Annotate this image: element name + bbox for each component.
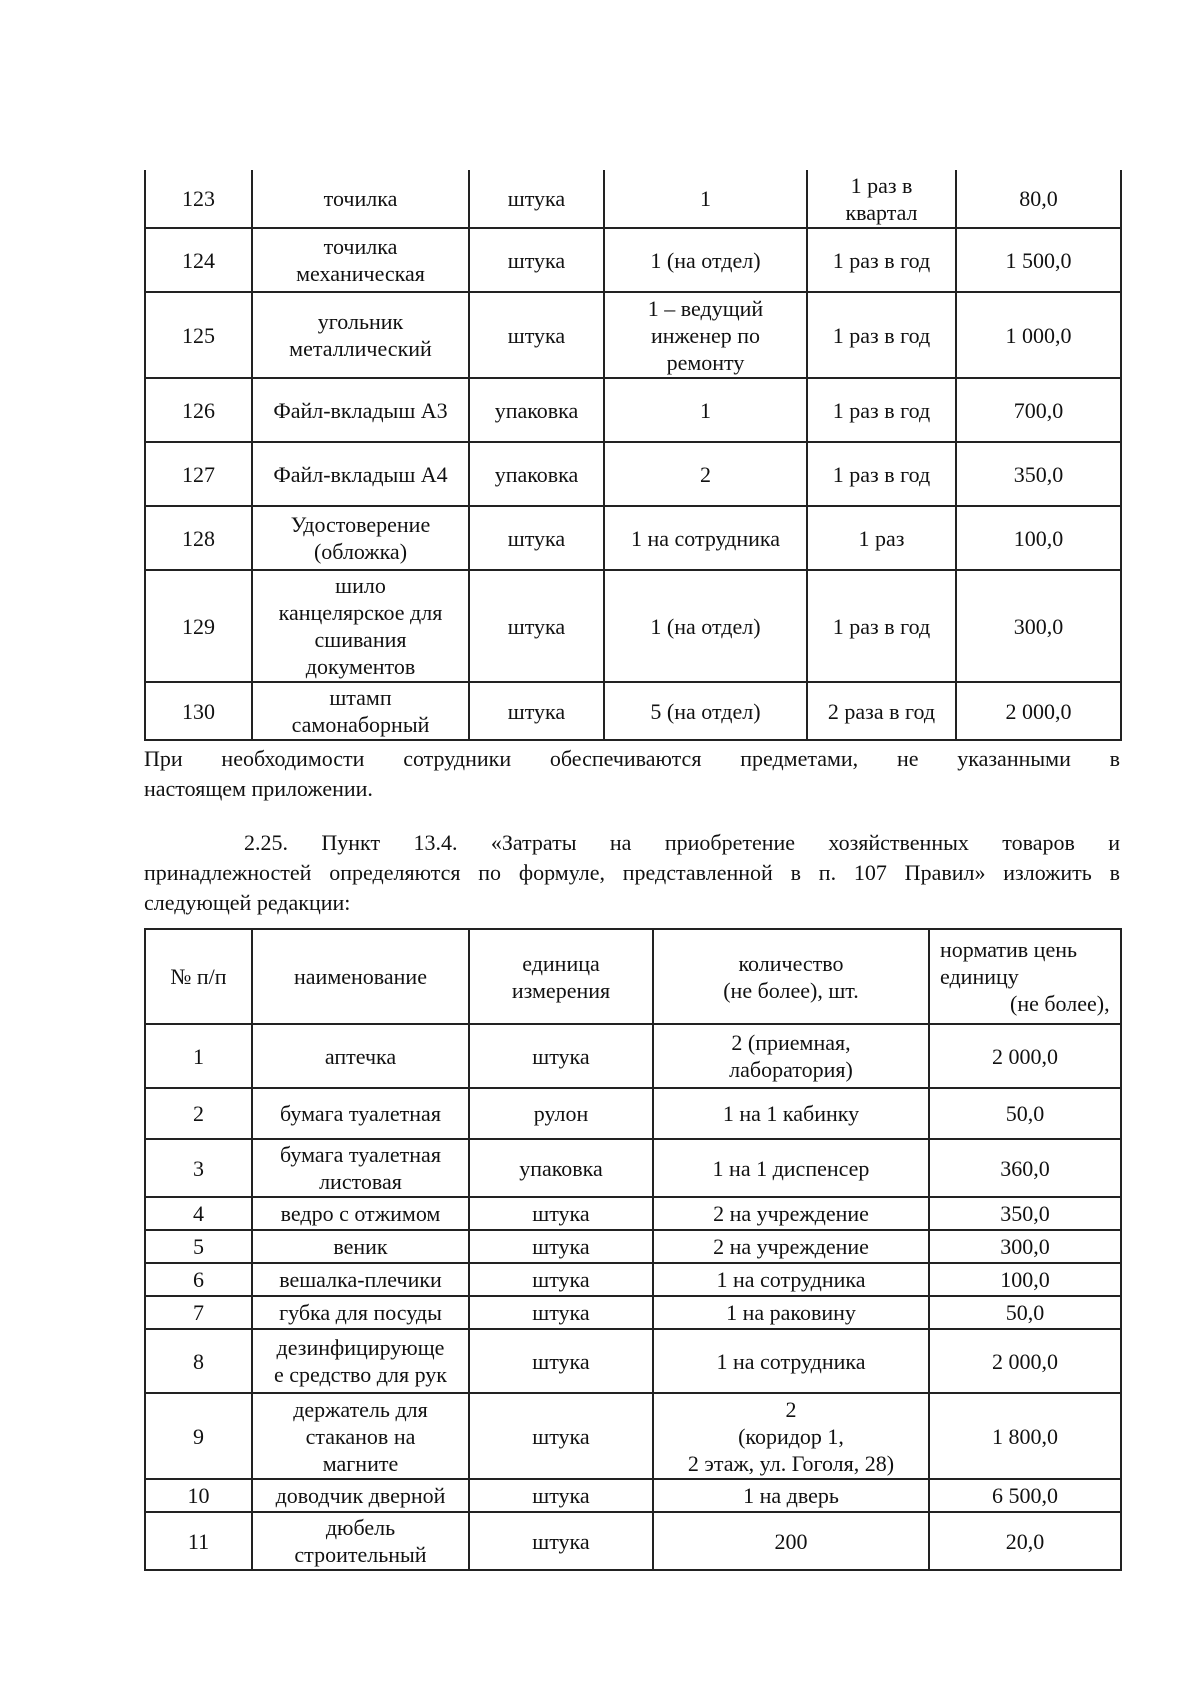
- cell-qty: [653, 1512, 929, 1570]
- cell-name: [252, 570, 469, 682]
- cell-price-line: 50,0: [1005, 1300, 1045, 1325]
- table-row: [145, 1296, 1121, 1329]
- cell-price-line: 1 000,0: [1005, 322, 1072, 348]
- section-line: принадлежностей определяются по формуле, представленной в п. 107 Правил» изложить в: [144, 860, 1120, 885]
- cell-price: [929, 1197, 1121, 1230]
- cell-name: [252, 1263, 469, 1296]
- cell-num: 126: [145, 378, 252, 442]
- header-price: [929, 929, 1121, 1024]
- cell-qty: [604, 682, 807, 740]
- cell-name-line: (обложка): [313, 539, 408, 564]
- cell-name-line: документов: [305, 654, 416, 679]
- cell-frequency: [807, 228, 956, 292]
- cell-name-line: аптечка: [324, 1043, 397, 1069]
- cell-price-line: 6 500,0: [992, 1483, 1058, 1508]
- table-row: [145, 442, 1121, 506]
- cell-qty-line: 2 на учреждение: [713, 1201, 869, 1226]
- cell-num: 130: [145, 682, 252, 740]
- cell-qty: [604, 506, 807, 570]
- cell-qty-line: (коридор 1,: [738, 1423, 844, 1449]
- table-row: [145, 170, 1121, 228]
- cell-frequency: [807, 292, 956, 378]
- cell-name-line: доводчик дверной: [275, 1483, 446, 1508]
- cell-price: [956, 570, 1121, 682]
- cell-name-line: стаканов на: [305, 1423, 416, 1449]
- household-goods-table: [144, 928, 1122, 1571]
- section-line: следующей редакции:: [144, 890, 351, 915]
- header-unit-line: измерения: [511, 977, 611, 1003]
- cell-qty-line: 200: [774, 1528, 808, 1554]
- cell-price: [929, 1088, 1121, 1139]
- cell-price-line: 100,0: [1000, 1267, 1050, 1292]
- cell-num: 10: [145, 1479, 252, 1512]
- cell-price-line: 20,0: [1005, 1528, 1045, 1554]
- cell-frequency-line: 1 раз: [858, 525, 905, 551]
- cell-name-line: угольник: [317, 309, 404, 334]
- section-line: 2.25. Пункт 13.4. «Затраты на приобретение хозяйственных товаров и: [244, 830, 1120, 855]
- cell-price: [929, 1329, 1121, 1393]
- cell-frequency: [807, 442, 956, 506]
- cell-price-line: 300,0: [1013, 613, 1064, 639]
- cell-frequency: [807, 378, 956, 442]
- cell-qty: [604, 570, 807, 682]
- cell-name-line: вешалка-плечики: [279, 1267, 442, 1292]
- cell-price: [956, 442, 1121, 506]
- cell-name-line: веник: [333, 1234, 388, 1259]
- table-row: [145, 570, 1121, 682]
- cell-num: 5: [145, 1230, 252, 1263]
- table-row: [145, 228, 1121, 292]
- cell-qty: [604, 442, 807, 506]
- cell-name-line: губка для посуды: [279, 1300, 442, 1325]
- cell-price-line: 80,0: [1019, 186, 1058, 211]
- cell-frequency-line: 1 раз в год: [832, 461, 931, 487]
- cell-unit: [469, 1230, 653, 1263]
- cell-unit: [469, 682, 604, 740]
- cell-qty-line: инженер по: [650, 322, 761, 348]
- cell-unit-line: штука: [532, 1423, 590, 1449]
- cell-name-line: держатель для: [293, 1396, 428, 1422]
- cell-name-line: строительный: [294, 1542, 427, 1567]
- cell-num: 6: [145, 1263, 252, 1296]
- cell-price: [929, 1263, 1121, 1296]
- cell-unit: [469, 1139, 653, 1197]
- cell-price: [929, 1139, 1121, 1197]
- cell-qty: [604, 170, 807, 228]
- cell-frequency-line: 1 раз в: [850, 172, 913, 198]
- cell-qty: [653, 1197, 929, 1230]
- header-name: наименование: [252, 929, 469, 1024]
- cell-name: [252, 442, 469, 506]
- cell-frequency-line: 1 раз в год: [832, 322, 931, 348]
- cell-unit-line: упаковка: [519, 1155, 603, 1181]
- cell-name-line: магните: [322, 1450, 399, 1476]
- table-row: [145, 1088, 1121, 1139]
- cell-num: 9: [145, 1393, 252, 1479]
- cell-unit-line: упаковка: [494, 397, 579, 423]
- cell-qty-line: 1 – ведущий: [647, 295, 764, 321]
- cell-name: [252, 228, 469, 292]
- table-row: [145, 1479, 1121, 1512]
- cell-price: [929, 1296, 1121, 1329]
- cell-name-line: механическая: [296, 261, 425, 286]
- cell-unit-line: штука: [532, 1483, 590, 1508]
- cell-price-line: 1 500,0: [1005, 247, 1072, 273]
- cell-unit: [469, 1197, 653, 1230]
- header-unit-line: единица: [522, 950, 600, 976]
- cell-name: [252, 506, 469, 570]
- cell-price-line: 1 800,0: [992, 1423, 1058, 1449]
- cell-price-line: 2 000,0: [992, 1348, 1058, 1374]
- cell-price-line: 100,0: [1013, 525, 1064, 551]
- cell-frequency: [807, 170, 956, 228]
- header-price-line: (не более),: [1010, 991, 1110, 1016]
- cell-price-line: 700,0: [1013, 397, 1064, 423]
- note-paragraph: [144, 744, 1120, 804]
- cell-unit: [469, 1479, 653, 1512]
- header-qty: [653, 929, 929, 1024]
- cell-price-line: 360,0: [1000, 1155, 1050, 1181]
- cell-qty-line: 5 (на отдел): [650, 698, 761, 724]
- cell-frequency-line: квартал: [845, 199, 918, 225]
- table-row: [145, 682, 1121, 740]
- cell-qty-line: 1 на 1 диспенсер: [712, 1155, 870, 1181]
- table-row: [145, 506, 1121, 570]
- cell-unit: [469, 170, 604, 228]
- cell-name-line: самонаборный: [291, 712, 430, 737]
- cell-name-line: бумага туалетная: [280, 1101, 441, 1126]
- cell-num: 128: [145, 506, 252, 570]
- cell-qty: [653, 1296, 929, 1329]
- cell-price-line: 2 000,0: [1005, 698, 1072, 724]
- table-row: [145, 1024, 1121, 1088]
- cell-price: [929, 1479, 1121, 1512]
- cell-name: [252, 1296, 469, 1329]
- cell-name-line: точилка: [323, 186, 398, 211]
- cell-unit-line: штука: [532, 1300, 590, 1325]
- table-row: [145, 1230, 1121, 1263]
- cell-name: [252, 1024, 469, 1088]
- cell-num: 4: [145, 1197, 252, 1230]
- cell-num: 124: [145, 228, 252, 292]
- cell-unit-line: штука: [532, 1348, 590, 1374]
- cell-num: 2: [145, 1088, 252, 1139]
- cell-num: 129: [145, 570, 252, 682]
- cell-name: [252, 1230, 469, 1263]
- cell-name-line: дюбель: [325, 1515, 396, 1540]
- cell-qty-line: ремонту: [666, 349, 745, 375]
- table-row: [145, 378, 1121, 442]
- cell-qty-line: 1 (на отдел): [650, 247, 761, 273]
- cell-qty-line: 2 этаж, ул. Гоголя, 28): [687, 1450, 895, 1476]
- cell-price-line: 50,0: [1005, 1101, 1045, 1126]
- cell-frequency-line: 1 раз в год: [832, 247, 931, 273]
- cell-qty-line: лаборатория): [729, 1057, 853, 1082]
- cell-price-line: 350,0: [1013, 461, 1064, 487]
- cell-unit: [469, 1296, 653, 1329]
- cell-name: [252, 1088, 469, 1139]
- cell-unit-line: штука: [507, 698, 566, 724]
- cell-num: 123: [145, 170, 252, 228]
- cell-name-line: шило: [335, 573, 386, 598]
- cell-unit: [469, 570, 604, 682]
- cell-frequency-line: 1 раз в год: [832, 397, 931, 423]
- cell-qty-line: 1: [700, 186, 711, 211]
- header-unit: [469, 929, 653, 1024]
- cell-name-line: листовая: [319, 1169, 402, 1194]
- cell-unit: [469, 1512, 653, 1570]
- cell-unit-line: штука: [532, 1043, 590, 1069]
- cell-price: [956, 682, 1121, 740]
- cell-unit-line: штука: [507, 322, 566, 348]
- cell-unit: [469, 1263, 653, 1296]
- cell-qty-line: 2: [700, 461, 711, 487]
- cell-price-line: 350,0: [1000, 1201, 1050, 1226]
- cell-frequency-line: 1 раз в год: [832, 613, 931, 639]
- cell-qty: [653, 1329, 929, 1393]
- cell-num: 3: [145, 1139, 252, 1197]
- cell-name: [252, 292, 469, 378]
- cell-unit-line: штука: [507, 613, 566, 639]
- cell-num: 1: [145, 1024, 252, 1088]
- cell-name-line: Файл-вкладыш А3: [273, 397, 448, 423]
- cell-name-line: канцелярское для: [278, 600, 443, 625]
- cell-name: [252, 1479, 469, 1512]
- cell-qty-line: 2: [785, 1396, 797, 1422]
- cell-qty-line: 2 (приемная,: [731, 1030, 851, 1055]
- cell-frequency: [807, 570, 956, 682]
- cell-unit-line: штука: [507, 186, 566, 211]
- note-line: настоящем приложении.: [144, 776, 373, 801]
- cell-unit-line: штука: [507, 247, 566, 273]
- section-paragraph: [144, 828, 1120, 918]
- cell-price: [929, 1024, 1121, 1088]
- cell-price: [956, 228, 1121, 292]
- cell-unit-line: штука: [532, 1201, 590, 1226]
- cell-name: [252, 1139, 469, 1197]
- cell-qty-line: 1 на 1 кабинку: [722, 1101, 860, 1126]
- cell-name-line: ведро с отжимом: [280, 1201, 441, 1226]
- cell-name: [252, 170, 469, 228]
- cell-frequency-line: 2 раза в год: [827, 698, 936, 724]
- cell-qty: [653, 1230, 929, 1263]
- cell-qty-line: 1 на сотрудника: [716, 1348, 866, 1374]
- table-row: [145, 1197, 1121, 1230]
- cell-price: [956, 292, 1121, 378]
- cell-qty: [653, 1139, 929, 1197]
- cell-name-line: сшивания: [314, 627, 407, 652]
- cell-unit: [469, 378, 604, 442]
- cell-unit: [469, 1088, 653, 1139]
- cell-qty-line: 1: [700, 397, 711, 423]
- table-row: [145, 1139, 1121, 1197]
- cell-name-line: бумага туалетная: [280, 1142, 441, 1167]
- cell-unit-line: штука: [532, 1267, 590, 1292]
- cell-unit: [469, 1024, 653, 1088]
- cell-name-line: штамп: [329, 685, 392, 710]
- table-row: [145, 1393, 1121, 1479]
- cell-name: [252, 1512, 469, 1570]
- supplies-table-continued: [144, 170, 1122, 741]
- cell-unit-line: штука: [532, 1528, 590, 1554]
- cell-price: [956, 378, 1121, 442]
- cell-qty: [604, 228, 807, 292]
- cell-name-line: Файл-вкладыш А4: [273, 461, 448, 487]
- cell-qty: [653, 1263, 929, 1296]
- header-num: № п/п: [145, 929, 252, 1024]
- cell-price-line: 2 000,0: [992, 1043, 1058, 1069]
- cell-unit-line: рулон: [533, 1101, 589, 1126]
- table-header-row: [145, 929, 1121, 1024]
- cell-qty: [604, 378, 807, 442]
- cell-qty-line: 1 (на отдел): [650, 613, 761, 639]
- cell-qty-line: 1 на сотрудника: [630, 525, 781, 551]
- cell-name-line: металлический: [289, 336, 432, 361]
- cell-qty: [653, 1024, 929, 1088]
- cell-name-line: дезинфицирующе: [276, 1335, 445, 1360]
- cell-qty-line: 1 на сотрудника: [716, 1267, 866, 1292]
- cell-qty-line: 1 на дверь: [743, 1483, 839, 1508]
- table-row: [145, 1263, 1121, 1296]
- cell-price: [929, 1512, 1121, 1570]
- cell-name: [252, 682, 469, 740]
- cell-num: 11: [145, 1512, 252, 1570]
- cell-unit: [469, 228, 604, 292]
- note-line: При необходимости сотрудники обеспечиваются предметами, не указанными в: [144, 746, 1120, 771]
- cell-frequency: [807, 682, 956, 740]
- cell-qty: [653, 1393, 929, 1479]
- cell-unit-line: штука: [532, 1234, 590, 1259]
- cell-price: [956, 170, 1121, 228]
- cell-qty: [604, 292, 807, 378]
- cell-num: 127: [145, 442, 252, 506]
- table-row: [145, 1329, 1121, 1393]
- cell-unit-line: упаковка: [494, 461, 579, 487]
- cell-price: [929, 1393, 1121, 1479]
- header-qty-line: (не более), шт.: [723, 977, 859, 1003]
- cell-price: [929, 1230, 1121, 1263]
- cell-qty: [653, 1088, 929, 1139]
- cell-price: [956, 506, 1121, 570]
- header-price-line: норматив цень: [940, 937, 1078, 962]
- table-row: [145, 292, 1121, 378]
- cell-num: 125: [145, 292, 252, 378]
- header-qty-line: количество: [738, 950, 844, 976]
- cell-price-line: 300,0: [1000, 1234, 1050, 1259]
- cell-unit: [469, 292, 604, 378]
- cell-name-line: точилка: [323, 234, 398, 259]
- cell-name: [252, 1393, 469, 1479]
- cell-name: [252, 1197, 469, 1230]
- cell-qty: [653, 1479, 929, 1512]
- cell-unit: [469, 1393, 653, 1479]
- table-row: [145, 1512, 1121, 1570]
- cell-name-line: е средство для рук: [273, 1362, 447, 1387]
- cell-qty-line: 2 на учреждение: [713, 1234, 869, 1259]
- cell-unit: [469, 506, 604, 570]
- cell-frequency: [807, 506, 956, 570]
- cell-qty-line: 1 на раковину: [726, 1300, 856, 1325]
- cell-unit: [469, 1329, 653, 1393]
- cell-name-line: Удостоверение: [290, 512, 431, 537]
- cell-name: [252, 378, 469, 442]
- cell-unit-line: штука: [507, 525, 566, 551]
- cell-num: 7: [145, 1296, 252, 1329]
- cell-num: 8: [145, 1329, 252, 1393]
- cell-name: [252, 1329, 469, 1393]
- header-price-line: единицу: [940, 964, 1019, 989]
- cell-unit: [469, 442, 604, 506]
